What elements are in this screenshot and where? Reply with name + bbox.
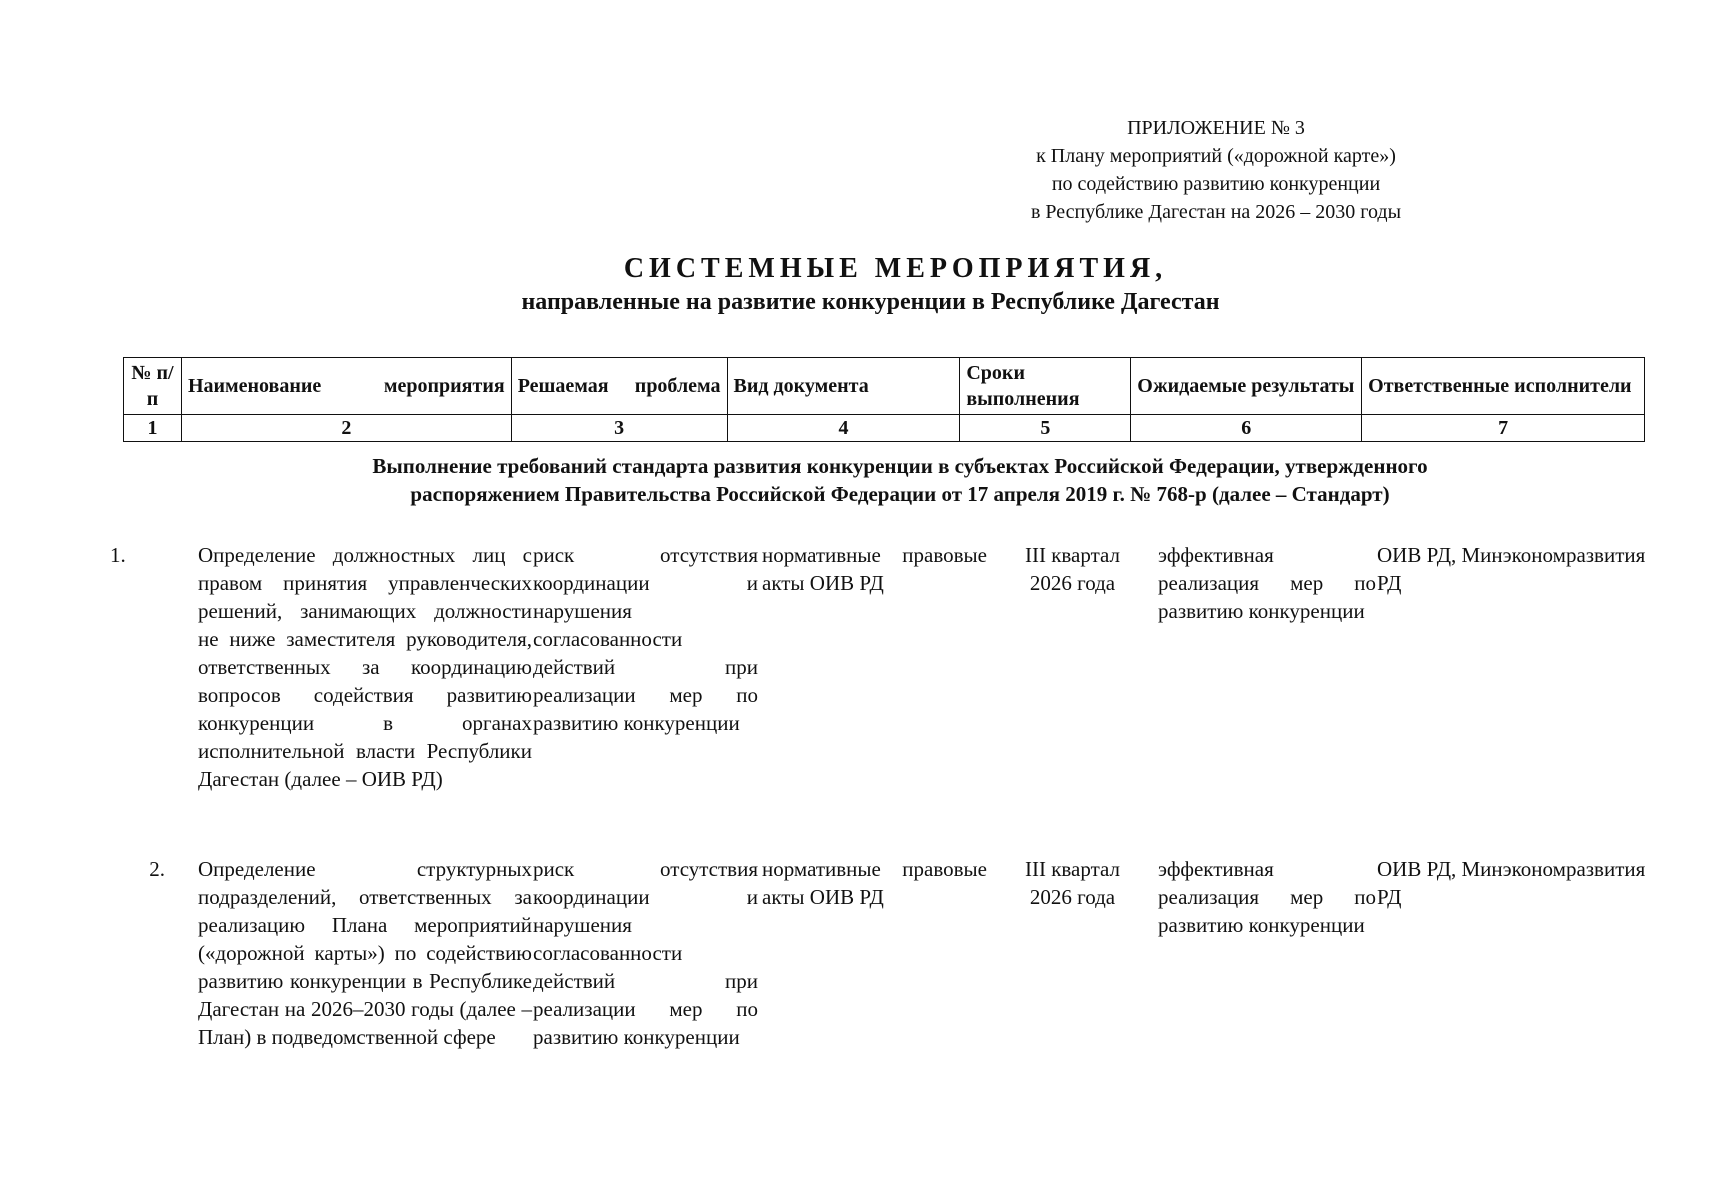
section-heading-line-1: Выполнение требований стандарта развития конкуренции в субъектах Российской Федерации, утвержденного	[372, 454, 1428, 478]
column-number: 6	[1131, 415, 1362, 442]
row-responsible: ОИВ РД, Минэкономразвития РД	[1377, 857, 1646, 909]
header-results: Ожидаемые результаты	[1131, 358, 1362, 415]
column-number: 4	[727, 415, 960, 442]
row-number: 2.	[149, 857, 165, 881]
row-activity-name: Определение структурных подразделений, ответственных за реализацию Плана мероприятий («дорожной карты») по содействию развитию конкуренции в Республике Дагестан на 2026–2030 годы (далее – План) в подведомственной сфере	[198, 857, 532, 1049]
title-main: СИСТЕМНЫЕ МЕРОПРИЯТИЯ,	[623, 253, 1168, 284]
row-problem: риск отсутствия координации и нарушения согласованности действий при реализации мер по развитию конкуренции	[533, 857, 758, 1049]
annex-line-4: в Республике Дагестан на 2026 – 2030 годы	[1030, 201, 1402, 223]
column-number: 1	[124, 415, 182, 442]
row-responsible: ОИВ РД, Минэкономразвития РД	[1377, 543, 1646, 595]
header-terms: Сроки выполнения	[960, 358, 1131, 415]
header-document: Вид документа	[727, 358, 960, 415]
header-problem: Решаемая проблема	[511, 358, 727, 415]
row-document-type: нормативные правовые акты ОИВ РД	[762, 857, 987, 909]
header-responsible: Ответственные исполнители	[1362, 358, 1645, 415]
title-subtitle: направленные на развитие конкуренции в Республике Дагестан	[521, 289, 1220, 315]
section-heading	[200, 452, 1600, 508]
column-number: 2	[181, 415, 511, 442]
annex-line-1: ПРИЛОЖЕНИЕ № 3	[1127, 117, 1305, 139]
row-term: III квартал 2026 года	[1024, 857, 1121, 909]
row-term: III квартал 2026 года	[1024, 543, 1121, 595]
row-expected-result: эффективная реализация мер по развитию конкуренции	[1158, 543, 1376, 623]
header-row	[124, 358, 1645, 415]
annex-line-2: к Плану мероприятий («дорожной карте»)	[1036, 145, 1396, 167]
header-number: № п/п	[124, 358, 182, 415]
row-problem: риск отсутствия координации и нарушения согласованности действий при реализации мер по развитию конкуренции	[533, 543, 758, 735]
row-expected-result: эффективная реализация мер по развитию конкуренции	[1158, 857, 1376, 937]
row-number: 1.	[110, 543, 126, 567]
document-title	[0, 252, 1711, 318]
table-header	[123, 357, 1645, 442]
row-document-type: нормативные правовые акты ОИВ РД	[762, 543, 987, 595]
column-number-row	[124, 415, 1645, 442]
row-activity-name: Определение должностных лиц с правом принятия управленческих решений, занимающих должности не ниже заместителя руководителя, ответственных за координацию вопросов содействия развитию конкуренции в органах исполнительной власти Республики Дагестан (далее – ОИВ РД)	[198, 543, 532, 791]
annex-header	[956, 114, 1476, 226]
section-heading-line-2: распоряжением Правительства Российской Федерации от 17 апреля 2019 г. № 768-р (далее – Стандарт)	[410, 482, 1390, 506]
header-name: Наименование мероприятия	[181, 358, 511, 415]
annex-line-3: по содействию развитию конкуренции	[1051, 173, 1381, 195]
column-number: 3	[511, 415, 727, 442]
column-number: 7	[1362, 415, 1645, 442]
column-number: 5	[960, 415, 1131, 442]
